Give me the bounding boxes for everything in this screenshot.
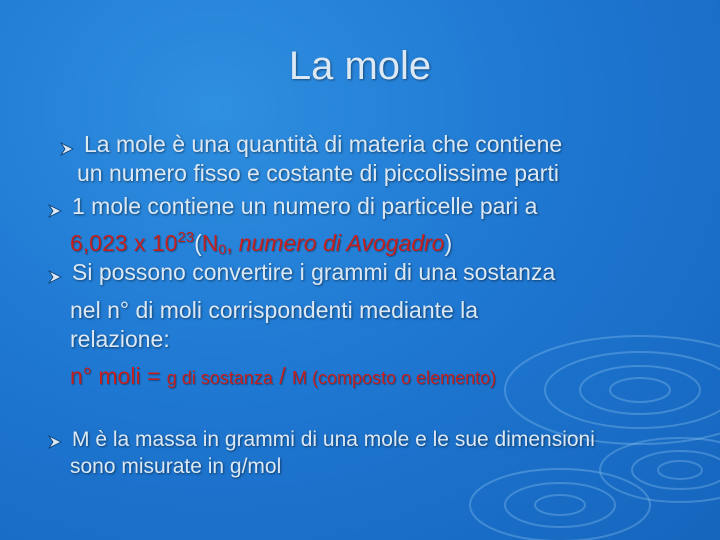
n-subscript: 0 <box>218 241 227 257</box>
formula-numerator: g di sostanza <box>166 368 273 388</box>
arrowhead-icon <box>60 142 74 156</box>
formula-lhs: n° moli = <box>70 363 167 389</box>
bullet-3-line-1: Si possono convertire i grammi di una sostanza <box>72 259 556 285</box>
bullet-2-line-2 <box>70 229 452 258</box>
comma: , <box>226 230 233 256</box>
paren-open: ( <box>194 230 202 256</box>
arrowhead-icon <box>48 270 62 284</box>
bullet-4-line-1: M è la massa in grammi di una mole e le sue dimensioni <box>72 428 595 451</box>
paren-close: ) <box>444 230 453 256</box>
avogadro-number: 6,023 x 10 <box>70 230 178 256</box>
formula-denominator: M (composto o elemento) <box>292 368 497 388</box>
arrowhead-icon <box>48 204 62 218</box>
avogadro-exponent: 23 <box>177 229 195 246</box>
slide-title: La mole <box>288 44 432 88</box>
arrowhead-icon <box>48 435 62 449</box>
mole-formula <box>70 362 496 393</box>
bullet-1-line-2: un numero fisso e costante di piccolissime parti <box>77 160 559 186</box>
bullet-1-line-1: La mole è una quantità di materia che contiene <box>84 131 563 157</box>
bullet-3-line-3: relazione: <box>70 326 170 352</box>
n-symbol: N <box>201 230 219 256</box>
formula-divide: / <box>272 363 293 389</box>
avogadro-label: numero di Avogadro <box>238 230 445 256</box>
bullet-4-line-2: sono misurate in g/mol <box>70 455 282 478</box>
bullet-2-line-1: 1 mole contiene un numero di particelle pari a <box>72 193 538 219</box>
bullet-3-line-2: nel n° di moli corrispondenti mediante la <box>70 297 479 323</box>
